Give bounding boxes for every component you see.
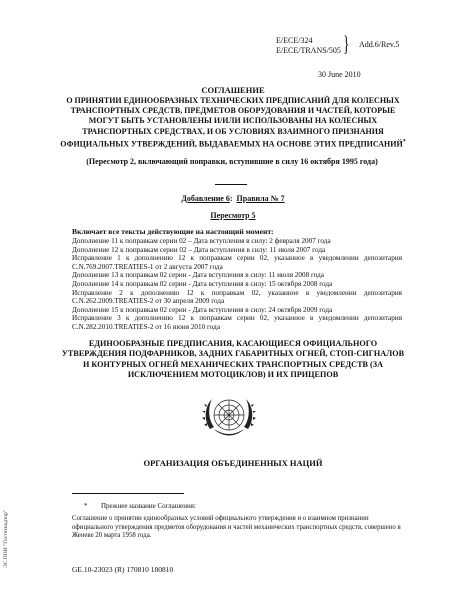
rule-label: Правила № 7 (236, 194, 285, 203)
agreement-subtitle-text: О ПРИНЯТИИ ЕДИНООБРАЗНЫХ ТЕХНИЧЕСКИХ ПРЕДПИСАНИЙ ДЛЯ КОЛЕСНЫХ ТРАНСПОРТНЫХ СРЕДСТВ, ПРЕДМЕТОВ ОБОРУДОВАНИЯ И ЧАСТЕЙ, КОТОРЫЕ МОГУТ БЫТЬ УСТАНОВЛЕНЫ И/ИЛИ ИСПОЛЬЗОВАНЫ НА КОЛЕСНЫХ ТРАНСПОРТНЫХ СРЕДСТВАХ, И ОБ УСЛОВИЯХ ВЗАИМНОГО ПРИЗНАНИЯ ОФИЦИАЛЬНЫХ УТВЕРЖДЕНИЙ, ВЫДАВАЕМЫХ НА ОСНОВЕ ЭТИХ ПРЕДПИСАНИЙ (60, 96, 403, 149)
side-stamp: ЭС ППИ "Гостехнадзор" (3, 510, 9, 568)
divider (215, 184, 247, 185)
list-item: Исправление 2 к дополнению 12 к поправкам 02, указанное в уведомлении депозитария C.N.262.2009.TREATIES-2 от 30 апреля 2009 года (72, 288, 402, 306)
revision-label: Пересмотр 5 (210, 211, 256, 220)
document-number: GE.10-23023 (R) 170810 180810 (72, 565, 174, 574)
list-item: Дополнение 15 к поправкам 02 серии - Дата вступления в силу: 24 октября 2009 года (72, 305, 333, 314)
document-symbols (276, 36, 341, 56)
revision-number (60, 211, 406, 220)
un-emblem-icon (200, 393, 258, 445)
footnote-divider (72, 493, 184, 494)
footnote-former-title: Соглашение о принятии единообразных условий официального утверждения и о взаимном признании официального утверждения предметов оборудования и частей механических транспортных средств, совершено в Женеве 20 марта 1958 года. (72, 515, 401, 539)
list-item: Дополнение 13 к поправкам 02 серии - Дата вступления в силу: 11 июля 2008 года (72, 271, 324, 280)
footnote-reference: * (402, 138, 406, 145)
document-symbol-2: E/ECE/TRANS/505 (276, 46, 341, 55)
agreement-revision: (Пересмотр 2, включающий поправки, вступившие в силу 16 октября 1995 года) (86, 157, 378, 166)
list-item: Исправление 3 к дополнению 12 к поправкам серии 02, указанное в уведомлении депозитария C.N.282.2010.TREATIES-2 от 16 июня 2010 года (72, 314, 402, 331)
list-item: Дополнение 11 к поправкам серии 02 – Дата вступления в силу: 2 февраля 2007 года (72, 237, 331, 245)
addendum-label: Добавление 6 (181, 194, 230, 203)
list-item: Дополнение 14 к поправкам 02 серии - Дата вступления в силу: 15 октября 2008 года (72, 279, 333, 288)
agreement-subtitle (60, 96, 406, 150)
footnote-mark: * (84, 502, 88, 510)
brace-icon: } (343, 31, 350, 56)
addendum-reference: Add.6/Rev.5 (359, 40, 400, 49)
regulation-title: ЕДИНООБРАЗНЫЕ ПРЕДПИСАНИЯ, КАСАЮЩИЕСЯ ОФИЦИАЛЬНОГО УТВЕРЖДЕНИЯ ПОДФАРНИКОВ, ЗАДНИХ ГАБАРИТНЫХ ОГНЕЙ, СТОП-СИГНАЛОВ И КОНТУРНЫХ ОГНЕЙ МЕХАНИЧЕСКИХ ТРАНСПОРТНЫХ СРЕДСТВ (ЗА ИСКЛЮЧЕНИЕМ МОТОЦИКЛОВ) И ИХ ПРИЦЕПОВ (61, 339, 405, 380)
footnote-label: Прежнее название Соглашения: (101, 502, 196, 510)
amendments-list (72, 237, 402, 332)
document-symbol-1: E/ECE/324 (276, 36, 313, 45)
list-item: Исправление 1 к дополнению 12 к поправкам серии 02, указанное в уведомлении депозитария C.N.769.2007.TREATIES-1 от 2 августа 2007 года (72, 254, 402, 271)
list-item: Дополнение 12 к поправкам серии 02 – Дата вступления в силу: 11 июля 2007 года (72, 245, 326, 254)
includes-heading: Включает все тексты действующие на настоящий момент: (72, 227, 274, 236)
document-date: 30 June 2010 (318, 70, 361, 79)
agreement-title: СОГЛАШЕНИЕ (201, 85, 265, 95)
organization-name: ОРГАНИЗАЦИЯ ОБЪЕДИНЕННЫХ НАЦИЙ (143, 458, 323, 468)
addendum-line: Добавление 6: Правила № 7 (181, 194, 285, 203)
